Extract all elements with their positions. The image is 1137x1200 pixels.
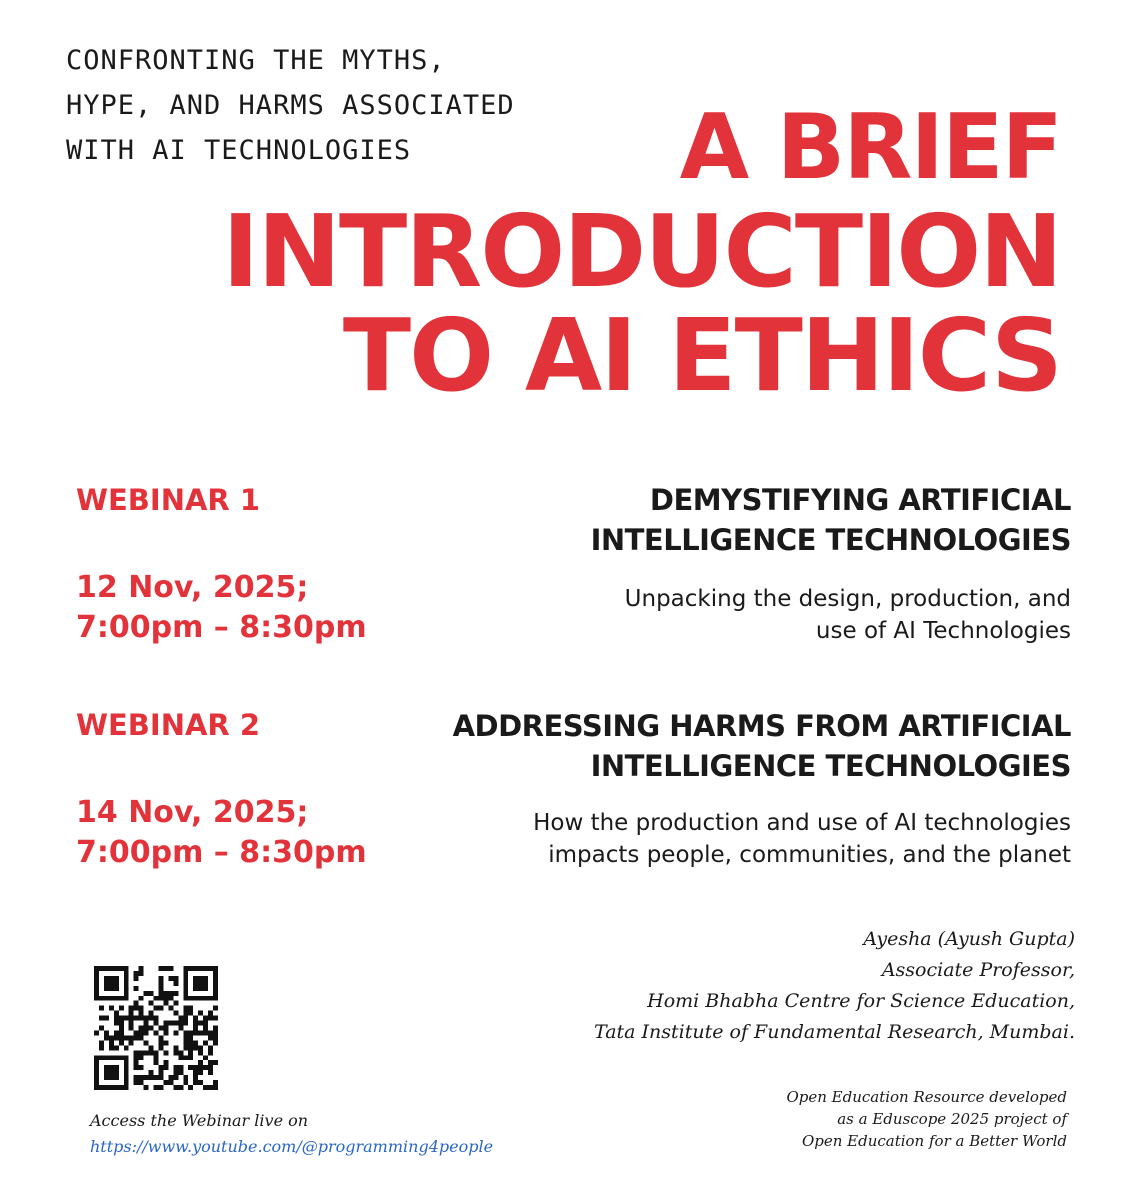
webinar-2-heading [351,706,1071,786]
heading-line: DEMYSTIFYING ARTIFICIAL [649,483,1071,517]
heading-line: INTELLIGENCE TECHNOLOGIES [590,523,1071,557]
oer-line: Open Education for a Better World [801,1132,1067,1150]
qr-code-icon[interactable] [94,966,218,1090]
access-info [90,1108,493,1160]
presenter-credit [594,924,1075,1048]
youtube-link[interactable]: https://www.youtube.com/@programming4people [90,1137,494,1156]
webinar-2-schedule [76,793,367,873]
webinar-1-date: 12 Nov, 2025; [76,570,309,605]
subtitle-line: How the production and use of AI technologies [533,810,1071,836]
presenter-institute: Tata Institute of Fundamental Research, Mumbai. [594,1021,1075,1043]
tagline-line: HYPE, AND HARMS ASSOCIATED [66,90,515,121]
webinar-1-time: 7:00pm – 8:30pm [76,610,367,645]
heading-line: INTELLIGENCE TECHNOLOGIES [590,749,1071,783]
page-title [222,95,1061,414]
oer-line: as a Eduscope 2025 project of [837,1110,1067,1128]
tagline-line: WITH AI TECHNOLOGIES [66,135,412,166]
subtitle-line: use of AI Technologies [815,618,1071,644]
webinar-1-label: WEBINAR 1 [76,483,261,517]
webinar-2-date: 14 Nov, 2025; [76,795,309,830]
oer-credit [786,1086,1067,1152]
presenter-name: Ayesha (Ayush Gupta) [863,928,1075,950]
subtitle-line: impacts people, communities, and the planet [548,842,1071,868]
webinar-1-schedule [76,568,367,648]
access-label: Access the Webinar live on [90,1111,309,1130]
title-line: TO AI ETHICS [342,297,1061,414]
webinar-2-subtitle [431,807,1071,871]
tagline-line: CONFRONTING THE MYTHS, [66,45,446,76]
webinar-2-label: WEBINAR 2 [76,708,261,742]
title-line: INTRODUCTION [222,193,1061,310]
presenter-title: Associate Professor, [881,959,1075,981]
presenter-dept: Homi Bhabha Centre for Science Education, [647,990,1075,1012]
heading-line: ADDRESSING HARMS FROM ARTIFICIAL [452,709,1071,743]
oer-line: Open Education Resource developed [786,1088,1067,1106]
webinar-2-time: 7:00pm – 8:30pm [76,835,367,870]
subtitle-line: Unpacking the design, production, and [624,586,1071,612]
webinar-1-heading [351,480,1071,560]
webinar-1-subtitle [431,583,1071,647]
title-line: A BRIEF [679,95,1061,200]
